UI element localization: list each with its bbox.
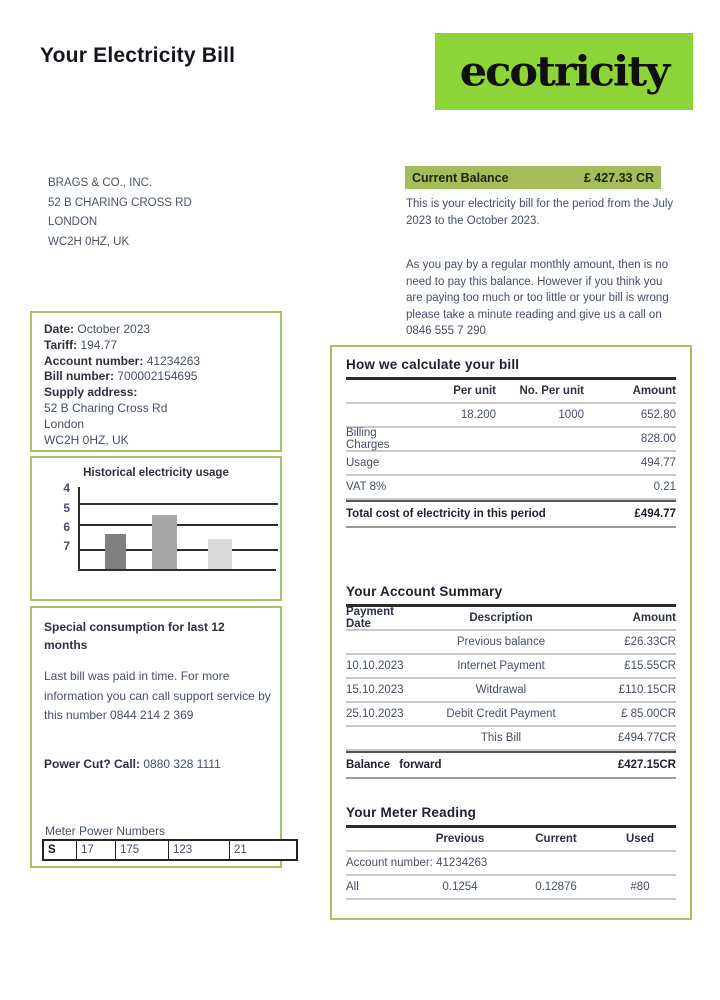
table-row: This Bill £494.77CR bbox=[346, 727, 676, 751]
recipient-address bbox=[48, 174, 192, 252]
bill-period-text: This is your electricity bill for the period from the July 2023 to the October 2023. bbox=[406, 198, 674, 227]
table-row: 18.200 1000 652.80 bbox=[346, 404, 676, 428]
chart-title: Historical electricity usage bbox=[83, 467, 229, 479]
recipient-street: 52 B CHARING CROSS RD bbox=[48, 196, 192, 209]
table-row bbox=[43, 840, 297, 860]
recipient-postcode: WC2H 0HZ, UK bbox=[48, 235, 130, 248]
y-tick-2: 6 bbox=[63, 520, 70, 534]
table-row: VAT 8% 0.21 bbox=[346, 476, 676, 500]
table-row: 25.10.2023 Debit Credit Payment £ 85.00CR bbox=[346, 703, 676, 727]
supply-address-line3: WC2H 0HZ, UK bbox=[44, 432, 129, 447]
meter-cell-175: 175 bbox=[116, 840, 169, 860]
current-balance-label: Current Balance bbox=[412, 170, 509, 185]
current-balance-value: £ 427.33 CR bbox=[583, 170, 654, 185]
tariff-row: Tariff: 194.77 bbox=[44, 337, 118, 352]
table-row: Previous balance £26.33CR bbox=[346, 631, 676, 655]
account-number-row: Account number: 41234263 bbox=[346, 852, 676, 876]
meter-cell-17: 17 bbox=[77, 840, 116, 860]
usage-bar-2 bbox=[152, 515, 177, 569]
gridline bbox=[80, 503, 278, 505]
recipient-city: LONDON bbox=[48, 216, 98, 228]
payment-advice-text: As you pay by a regular monthly amount, then is no need to pay this balance. However if you think you are paying too much or too little or your bill is wrong please take a minute reading and give us a call on 0846 555 7 290 bbox=[406, 259, 669, 337]
y-tick-0: 4 bbox=[63, 481, 70, 495]
ecotricity-logo-text: ecotricity bbox=[459, 47, 669, 96]
date-row: Date: October 2023 bbox=[44, 322, 151, 336]
page-title: Your Electricity Bill bbox=[40, 44, 236, 67]
calc-total-row: Total cost of electricity in this period £494.77 bbox=[346, 500, 676, 528]
table-header-row: Payment Date Description Amount bbox=[346, 606, 676, 630]
usage-chart-box bbox=[30, 456, 282, 601]
meter-cell-21: 21 bbox=[230, 840, 298, 860]
supply-address-label: Supply address: bbox=[44, 385, 138, 400]
current-balance-bar bbox=[405, 166, 661, 189]
meter-reading-heading: Your Meter Reading bbox=[346, 805, 676, 828]
gridline bbox=[80, 524, 278, 526]
meter-power-numbers bbox=[42, 824, 260, 861]
usage-bar-chart bbox=[63, 481, 276, 571]
bill-number-row: Bill number: 700002154695 bbox=[44, 369, 198, 384]
supply-address-line2: London bbox=[44, 416, 85, 431]
table-row: 10.10.2023 Internet Payment £15.55CR bbox=[346, 655, 676, 679]
meter-power-numbers-label: Meter Power Numbers bbox=[45, 824, 166, 838]
table-row: Usage 494.77 bbox=[346, 452, 676, 476]
power-cut-number: 0880 328 1111 bbox=[140, 756, 221, 771]
y-tick-1: 5 bbox=[63, 501, 70, 515]
usage-bar-1 bbox=[105, 534, 126, 569]
account-number-row: Account number: 41234263 bbox=[44, 353, 201, 368]
bill-details-box bbox=[330, 345, 692, 920]
usage-bar-3 bbox=[208, 539, 232, 569]
recipient-name: BRAGS & CO., INC. bbox=[48, 177, 153, 189]
meter-reading-table bbox=[346, 828, 676, 900]
y-tick-3: 7 bbox=[63, 539, 70, 553]
power-cut-label: Power Cut? Call: bbox=[44, 756, 141, 771]
consumption-info-box bbox=[30, 606, 282, 868]
power-cut-line bbox=[44, 757, 268, 771]
support-info-text: Last bill was paid in time. For more information you can call support service by this number 0844 214 2 369 bbox=[44, 669, 271, 722]
calc-table bbox=[346, 380, 676, 528]
table-row: Billing Charges 828.00 bbox=[346, 427, 676, 451]
table-header-row: Previous Current Used bbox=[346, 828, 676, 852]
special-consumption-heading: Special consumption for last 12 months bbox=[44, 620, 225, 652]
account-details-box bbox=[30, 311, 282, 452]
account-summary-table bbox=[346, 607, 676, 779]
meter-cell-s: S bbox=[43, 840, 77, 860]
table-row: 15.10.2023 Witdrawal £110.15CR bbox=[346, 679, 676, 703]
meter-power-numbers-table bbox=[42, 839, 298, 861]
ecotricity-logo bbox=[435, 33, 693, 110]
meter-cell-123: 123 bbox=[169, 840, 230, 860]
calc-table-heading: How we calculate your bill bbox=[346, 357, 676, 380]
balance-forward-row: Balance forward £427.15CR bbox=[346, 751, 676, 779]
table-header-row: Per unit No. Per unit Amount bbox=[346, 380, 676, 404]
table-row: All 0.1254 0.12876 #80 bbox=[346, 876, 676, 900]
summary-table-heading: Your Account Summary bbox=[346, 584, 676, 607]
supply-address-line1: 52 B Charing Cross Rd bbox=[44, 400, 168, 415]
